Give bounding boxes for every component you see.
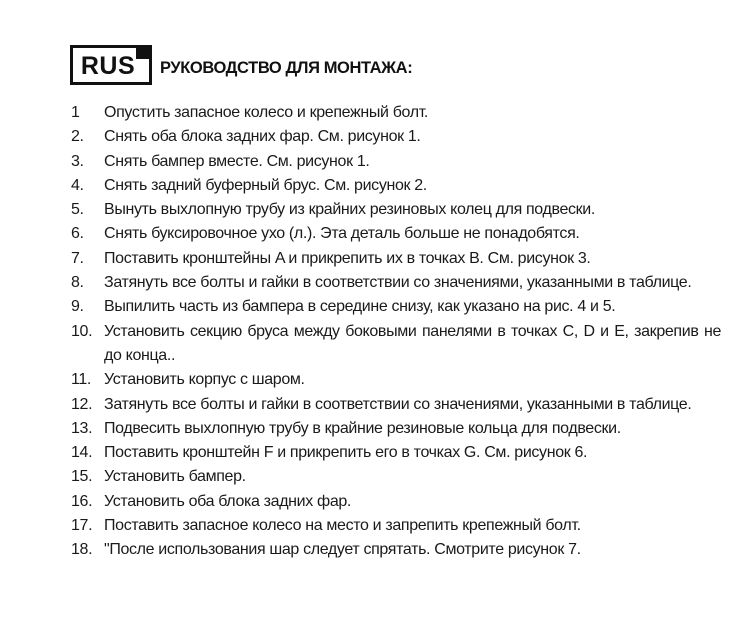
step-text: Выпилить часть из бампера в середине снизу, как указано на рис. 4 и 5.: [104, 298, 616, 316]
page-title: РУКОВОДСТВО ДЛЯ МОНТАЖА:: [160, 58, 413, 77]
step-text: Установить оба блока задних фар.: [104, 492, 352, 510]
step-text: Снять буксировочное ухо (л.). Эта деталь больше не понадобятся.: [104, 225, 580, 243]
step-text: Снять оба блока задних фар. См. рисунок 1.: [104, 128, 421, 146]
step-text: Поставить кронштейны A и прикрепить их в точках B. См. рисунок 3.: [104, 249, 591, 267]
step-text: "После использования шар следует спрятать. Смотрите рисунок 7.: [104, 541, 581, 559]
step-text: Установить корпус с шаром.: [104, 371, 305, 389]
step-text: Вынуть выхлопную трубу из крайних резиновых колец для подвески.: [104, 201, 595, 219]
step-number: 14.: [71, 444, 93, 462]
step-text: Подвесить выхлопную трубу в крайние резиновые кольца для подвески.: [104, 419, 621, 437]
list-item: [71, 125, 721, 149]
step-number: 1: [71, 104, 80, 121]
language-code: RUS: [80, 51, 136, 80]
step-number: 2.: [71, 128, 84, 146]
step-text: Снять бампер вместе. См. рисунок 1.: [104, 152, 370, 170]
list-item: [71, 222, 721, 246]
list-item: [71, 490, 721, 514]
step-number: 18.: [71, 541, 93, 559]
step-number: 5.: [71, 201, 84, 219]
language-badge: [70, 45, 152, 85]
step-text: Установить секцию бруса между боковыми панелями в точках C, D и E, закрепив не до конца..: [104, 322, 721, 364]
step-text: Затянуть все болты и гайки в соответствии со значениями, указанными в таблице.: [104, 395, 692, 413]
list-item: [71, 198, 721, 222]
section-header: [70, 45, 412, 85]
step-text: Установить бампер.: [104, 468, 246, 486]
step-number: 12.: [71, 395, 93, 413]
list-item: [71, 393, 721, 417]
step-text: Затянуть все болты и гайки в соответствии со значениями, указанными в таблице.: [104, 274, 692, 292]
step-text: Поставить запасное колесо на место и запрепить крепежный болт.: [104, 517, 581, 535]
step-number: 7.: [71, 249, 84, 267]
list-item: [71, 417, 721, 441]
list-item: [71, 368, 721, 392]
list-item: [71, 441, 721, 465]
step-text: Поставить кронштейн F и прикрепить его в точках G. См. рисунок 6.: [104, 444, 588, 462]
badge-corner-mark: [136, 45, 152, 59]
list-item: [71, 247, 721, 271]
step-number: 11.: [71, 371, 92, 389]
step-number: 6.: [71, 225, 84, 243]
step-number: 10.: [71, 322, 93, 340]
list-item: [71, 295, 721, 319]
step-number: 17.: [71, 517, 93, 535]
list-item: [71, 271, 721, 295]
list-item: [71, 150, 721, 174]
list-item: [71, 514, 721, 538]
step-text: Снять задний буферный брус. См. рисунок 2.: [104, 176, 427, 194]
list-item: [71, 538, 721, 562]
step-number: 8.: [71, 274, 84, 292]
step-number: 13.: [71, 419, 93, 437]
step-number: 3.: [71, 152, 84, 170]
step-number: 4.: [71, 176, 84, 194]
installation-steps-list: [71, 101, 721, 563]
step-number: 15.: [71, 468, 93, 486]
step-number: 9.: [71, 298, 84, 316]
list-item: [71, 174, 721, 198]
list-item: [71, 101, 721, 125]
list-item: [71, 320, 721, 369]
step-text: Опустить запасное колесо и крепежный болт.: [104, 104, 428, 121]
list-item: [71, 465, 721, 489]
step-number: 16.: [71, 492, 93, 510]
